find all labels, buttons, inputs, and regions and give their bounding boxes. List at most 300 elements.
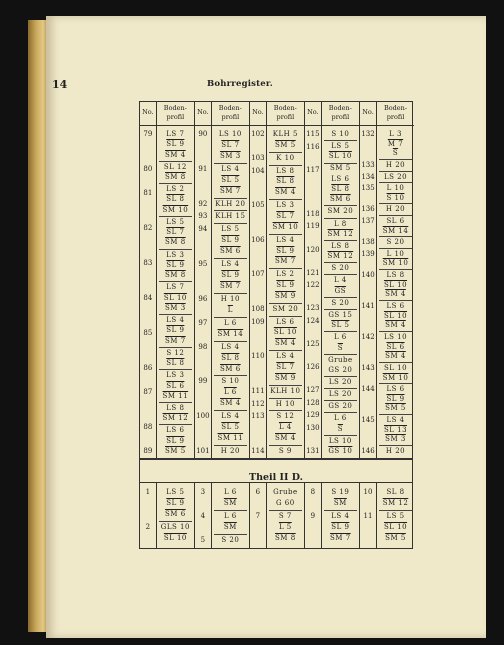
number-column: [195, 102, 212, 458]
boring-number: 123: [306, 304, 320, 313]
header-profile-line: Boden-: [328, 104, 352, 112]
soil-profile-entry: L 4: [333, 276, 347, 285]
boring-number: 122: [306, 281, 320, 290]
boring-number: 84: [143, 294, 153, 302]
register-column: [305, 102, 360, 458]
soil-profile-entry: SL 9: [166, 260, 185, 269]
boring-number: 133: [361, 160, 375, 169]
soil-profile-entry: LS 8: [166, 403, 185, 412]
profile-column: [377, 102, 414, 458]
soil-profile-entry: LS 3: [276, 201, 295, 210]
soil-profile-entry: SL 5: [221, 423, 240, 432]
soil-profile-entry: GS 20: [328, 402, 353, 411]
soil-profile-entry: SM 11: [162, 391, 189, 400]
soil-profile-entry: SM 7: [275, 257, 296, 266]
soil-profile-entry: Grube: [273, 488, 298, 496]
soil-profile-entry: GLS 10: [160, 523, 190, 531]
soil-profile-entry: LS 4: [221, 342, 240, 351]
soil-profile-entry: SL 5: [221, 175, 240, 184]
boring-number: 139: [361, 249, 375, 258]
soil-profile-entry: H 10: [220, 294, 240, 303]
book-page-edge: [28, 20, 48, 632]
soil-profile-entry: S 20: [221, 536, 240, 544]
soil-profile-entry: LS 6: [386, 385, 405, 394]
boring-number: 130: [306, 423, 320, 432]
header-profile-line: Boden-: [218, 104, 242, 112]
header-profile: [377, 102, 414, 126]
soil-profile-entry: $\overline{SM}$: [333, 499, 347, 507]
soil-profile-entry: SM 8: [165, 271, 186, 280]
soil-profile-entry: SL 9: [386, 394, 405, 403]
boring-number: 108: [251, 304, 265, 313]
soil-profile-entry: SM 4: [165, 150, 186, 159]
soil-profile-entry: LS 5: [386, 512, 405, 520]
soil-profile-entry: SM 8: [165, 173, 186, 181]
profile-column: [267, 102, 304, 458]
boring-number: 89: [143, 447, 153, 455]
number-column: [140, 102, 157, 458]
header-profile-line: profil: [166, 113, 185, 121]
boring-number: 82: [143, 224, 153, 232]
soil-profile-entry: SL 10: [383, 363, 408, 372]
boring-number: 81: [143, 189, 153, 197]
boring-number: 103: [251, 153, 265, 162]
soil-profile-entry: L 6: [223, 512, 237, 520]
soil-profile-entry: LS 6: [166, 426, 185, 435]
soil-profile-entry: LS 4: [276, 352, 295, 361]
boring-number: 9: [310, 512, 316, 520]
number-column: [250, 483, 267, 548]
soil-profile-entry: LS 10: [328, 436, 352, 445]
boring-number: 99: [198, 377, 208, 386]
soil-profile-entry: SM 4: [385, 290, 406, 299]
header-no: No.: [360, 102, 376, 126]
soil-profile-entry: LS 3: [166, 371, 185, 380]
soil-profile-entry: SL 8: [276, 177, 295, 186]
boring-number: 8: [310, 488, 316, 496]
boring-number: 121: [306, 268, 320, 277]
soil-profile-entry: S 12: [166, 348, 185, 357]
header-profile-line: Boden-: [383, 104, 408, 112]
boring-number: 116: [306, 142, 320, 151]
soil-profile-entry: SL 9: [166, 499, 185, 507]
soil-profile-entry: SL 8: [386, 488, 405, 496]
profile-column: [212, 483, 249, 548]
register-column: [140, 102, 195, 458]
boring-number: 79: [143, 130, 153, 138]
soil-profile-entry: S 7: [278, 512, 292, 520]
header-profile-line: profil: [276, 113, 295, 121]
boring-number: 3: [200, 488, 206, 496]
soil-profile-entry: LS 4: [221, 260, 240, 269]
soil-profile-entry: SL 10: [273, 328, 297, 337]
soil-profile-entry: LS 20: [328, 378, 352, 386]
soil-profile-entry: GS 10: [328, 447, 353, 455]
register-table-part-1: [139, 101, 413, 459]
boring-number: 4: [200, 512, 206, 520]
soil-profile-entry: H 20: [220, 447, 240, 455]
soil-profile-entry: H 20: [385, 205, 406, 214]
soil-profile-entry: SM 4: [220, 399, 241, 408]
soil-profile-entry: SM 4: [275, 339, 296, 348]
soil-profile-entry: L 5: [278, 523, 292, 531]
soil-profile-entry: SL 9: [221, 236, 240, 245]
boring-number: 120: [306, 245, 320, 254]
page-number: 14: [52, 78, 68, 91]
soil-profile-entry: SM 10: [382, 373, 409, 382]
soil-profile-entry: SM 5: [165, 447, 186, 455]
soil-profile-entry: SL 6: [386, 342, 405, 351]
soil-profile-entry: SL 10: [163, 293, 187, 302]
soil-profile-entry: LS 7: [166, 130, 185, 138]
soil-profile-entry: SM 7: [220, 282, 241, 291]
register-column: [195, 102, 250, 458]
boring-number: 145: [361, 416, 375, 424]
register-column: [360, 483, 414, 548]
soil-profile-entry: SL 8: [221, 353, 240, 362]
soil-profile-entry: LS 2: [166, 185, 185, 194]
soil-profile-entry: S 19: [331, 488, 350, 496]
soil-profile-entry: SM 11: [217, 434, 244, 443]
boring-number: 83: [143, 259, 153, 267]
profile-column: [157, 483, 194, 548]
soil-profile-entry: LS 10: [218, 130, 242, 138]
soil-profile-entry: S 20: [386, 238, 405, 247]
soil-profile-entry: SM 14: [382, 226, 409, 235]
register-column: [305, 483, 360, 548]
number-column: [360, 102, 377, 458]
number-column: [195, 483, 212, 548]
soil-profile-entry: GS 15: [328, 310, 353, 319]
soil-profile-entry: SL 13: [383, 425, 408, 434]
soil-profile-entry: L 4: [278, 423, 292, 432]
register-column: [250, 102, 305, 458]
soil-profile-entry: SL 9: [166, 140, 185, 149]
register-column: [250, 483, 305, 548]
soil-profile-entry: L 10: [386, 184, 405, 192]
soil-profile-entry: LS 8: [276, 166, 295, 175]
soil-profile-entry: SL 8: [166, 359, 185, 368]
boring-number: 114: [251, 447, 265, 455]
header-profile: [322, 102, 359, 126]
soil-profile-entry: $\overline{GS}$: [334, 286, 347, 295]
soil-profile-entry: LS 2: [276, 270, 295, 279]
soil-profile-entry: LS 3: [166, 250, 185, 259]
boring-number: 126: [306, 363, 320, 372]
soil-profile-entry: SL 6: [386, 216, 405, 225]
soil-profile-entry: SM 4: [385, 352, 406, 361]
boring-number: 134: [361, 172, 375, 181]
soil-profile-entry: SL 9: [331, 523, 350, 531]
soil-profile-entry: LS 7: [166, 283, 185, 292]
boring-number: 102: [251, 130, 265, 138]
soil-profile-entry: SL 9: [166, 436, 185, 445]
register-column: [195, 483, 250, 548]
boring-number: 80: [143, 165, 153, 173]
soil-profile-entry: SM 10: [162, 205, 189, 214]
soil-profile-entry: S 10: [221, 377, 240, 386]
boring-number: 106: [251, 235, 265, 244]
soil-profile-entry: S 20: [331, 298, 350, 307]
soil-profile-entry: LS 5: [166, 488, 185, 496]
soil-profile-entry: SM 3: [385, 435, 406, 444]
boring-number: 127: [306, 386, 320, 395]
soil-profile-entry: L 8: [333, 219, 347, 228]
soil-profile-entry: G 60: [275, 499, 295, 507]
soil-profile-entry: S 12: [276, 412, 295, 421]
soil-profile-entry: LS 6: [276, 317, 295, 326]
boring-number: 91: [198, 164, 208, 173]
boring-number: 115: [306, 130, 320, 138]
header-profile: [267, 102, 304, 126]
soil-profile-entry: $\overline{S}$: [392, 149, 399, 158]
soil-profile-entry: SL 9: [276, 281, 295, 290]
boring-number: 95: [198, 260, 208, 269]
boring-number: 107: [251, 270, 265, 279]
header-profile-line: profil: [386, 113, 405, 121]
soil-profile-entry: SM 3: [165, 303, 186, 312]
profile-column: [322, 483, 359, 548]
soil-profile-entry: SL 10: [383, 311, 408, 320]
boring-number: 100: [196, 412, 210, 421]
boring-number: 132: [361, 130, 375, 138]
soil-profile-entry: LS 4: [331, 512, 350, 520]
soil-profile-entry: LS 8: [386, 270, 405, 279]
soil-profile-entry: LS 6: [331, 174, 350, 183]
boring-number: 93: [198, 212, 208, 221]
soil-profile-entry: LS 8: [331, 241, 350, 250]
header-profile-line: Boden-: [163, 104, 187, 112]
soil-profile-entry: H 20: [385, 160, 406, 169]
soil-profile-entry: SM 10: [272, 222, 299, 231]
boring-number: 105: [251, 201, 265, 210]
soil-profile-entry: SM 20: [272, 304, 299, 313]
header-profile-line: profil: [221, 113, 240, 121]
soil-profile-entry: SM 20: [327, 207, 354, 216]
boring-number: 131: [306, 447, 320, 455]
soil-profile-entry: L 6: [333, 333, 347, 342]
header-no: No.: [305, 102, 321, 126]
register-table-part-2: [139, 482, 413, 549]
soil-profile-entry: SL 7: [276, 211, 295, 220]
soil-profile-entry: SM 7: [165, 336, 186, 345]
soil-profile-entry: SL 5: [331, 321, 350, 330]
soil-profile-entry: SM 6: [220, 247, 241, 256]
profile-column: [322, 102, 359, 458]
soil-profile-entry: LS 4: [276, 235, 295, 244]
boring-number: 7: [255, 512, 261, 520]
soil-profile-entry: L 6: [223, 318, 237, 327]
soil-profile-entry: SL 9: [276, 246, 295, 255]
register-column: [140, 483, 195, 548]
soil-profile-entry: LS 4: [386, 416, 405, 424]
soil-profile-entry: S 9: [278, 447, 292, 455]
boring-number: 96: [198, 294, 208, 303]
soil-profile-entry: SM 7: [330, 534, 351, 542]
boring-number: 141: [361, 301, 375, 310]
soil-profile-entry: LS 5: [331, 142, 350, 151]
profile-column: [157, 102, 194, 458]
boring-number: 113: [251, 412, 265, 421]
soil-profile-entry: SM 5: [385, 534, 406, 542]
soil-profile-entry: SL 7: [276, 363, 295, 372]
boring-number: 128: [306, 398, 320, 407]
profile-column: [377, 483, 414, 548]
boring-number: 138: [361, 238, 375, 247]
boring-number: 6: [255, 488, 261, 496]
boring-number: 11: [363, 512, 373, 520]
soil-profile-entry: $\overline{L}$: [227, 305, 233, 314]
boring-number: 140: [361, 270, 375, 279]
soil-profile-entry: SM 9: [275, 373, 296, 382]
soil-profile-entry: SM 6: [330, 195, 351, 204]
boring-number: 85: [143, 329, 153, 337]
number-column: [305, 483, 322, 548]
soil-profile-entry: SM 5: [330, 164, 351, 173]
soil-profile-entry: L 3: [389, 130, 402, 138]
soil-profile-entry: H 20: [385, 447, 406, 455]
boring-number: 111: [251, 386, 265, 395]
boring-number: 1: [145, 488, 151, 496]
soil-profile-entry: $\overline{S}$: [337, 424, 343, 433]
boring-number: 10: [363, 488, 373, 496]
boring-number: 97: [198, 318, 208, 327]
soil-profile-entry: SM 14: [217, 329, 244, 338]
soil-profile-entry: SL 7: [166, 228, 185, 237]
boring-number: 135: [361, 184, 375, 192]
soil-profile-entry: LS 4: [166, 316, 185, 325]
soil-profile-entry: L 6: [333, 414, 347, 423]
soil-profile-entry: SM 7: [220, 186, 241, 195]
soil-profile-entry: KLH 5: [272, 130, 298, 138]
boring-number: 112: [251, 399, 265, 408]
boring-number: 86: [143, 364, 153, 372]
boring-number: 2: [145, 523, 151, 531]
soil-profile-entry: SM 9: [275, 291, 296, 300]
boring-number: 136: [361, 205, 375, 214]
boring-number: 144: [361, 385, 375, 394]
soil-profile-entry: SM 4: [275, 434, 296, 443]
boring-number: 118: [306, 209, 320, 218]
header-profile: [212, 102, 249, 126]
boring-number: 94: [198, 225, 208, 234]
boring-number: 129: [306, 411, 320, 420]
boring-number: 92: [198, 199, 208, 208]
boring-number: 143: [361, 363, 375, 372]
soil-profile-entry: SM 8: [165, 238, 186, 247]
soil-profile-entry: LS 4: [221, 412, 240, 421]
soil-profile-entry: SL 10: [383, 523, 408, 531]
soil-profile-entry: GS 20: [328, 365, 353, 374]
soil-profile-entry: SM 12: [327, 252, 354, 261]
number-column: [140, 483, 157, 548]
boring-number: 98: [198, 342, 208, 351]
soil-profile-entry: SL 8: [331, 185, 350, 193]
boring-number: 104: [251, 166, 265, 175]
page-header: [52, 78, 462, 92]
soil-profile-entry: SM 6: [220, 364, 241, 373]
soil-profile-entry: LS 4: [221, 164, 240, 173]
soil-profile-entry: Grube: [328, 355, 353, 364]
soil-profile-entry: SL 8: [166, 195, 185, 204]
soil-profile-entry: SL 6: [166, 381, 185, 390]
number-column: [305, 102, 322, 458]
section-title: Theil II D.: [249, 472, 303, 483]
header-profile: [157, 102, 194, 126]
number-column: [360, 483, 377, 548]
soil-profile-entry: SM 4: [385, 321, 406, 330]
boring-number: 87: [143, 388, 153, 396]
profile-column: [267, 483, 304, 548]
soil-profile-entry: LS 20: [383, 172, 408, 181]
soil-profile-entry: SL 7: [221, 140, 240, 149]
soil-profile-entry: LS 20: [328, 390, 352, 399]
soil-profile-entry: SM 3: [220, 151, 241, 160]
soil-profile-entry: SM 4: [275, 188, 296, 197]
boring-number: 110: [251, 352, 265, 361]
header-no: No.: [140, 102, 156, 126]
soil-profile-entry: SL 10: [383, 280, 408, 289]
soil-profile-entry: SM 5: [385, 404, 406, 413]
soil-profile-entry: S 20: [331, 264, 350, 273]
soil-profile-entry: K 10: [276, 153, 295, 162]
soil-profile-entry: SM 12: [327, 229, 354, 238]
soil-profile-entry: SM 5: [275, 140, 296, 149]
soil-profile-entry: KLH 15: [215, 212, 246, 221]
soil-profile-entry: L 10: [386, 249, 405, 258]
soil-profile-entry: $\overline{SM}$: [223, 523, 237, 531]
boring-number: 5: [200, 536, 206, 544]
soil-profile-entry: SL 10: [163, 534, 187, 542]
soil-profile-entry: S 10: [331, 130, 350, 138]
soil-profile-entry: $\overline{S}$: [337, 343, 343, 352]
boring-number: 137: [361, 216, 375, 225]
soil-profile-entry: SM 12: [162, 414, 189, 423]
soil-profile-entry: SL 12: [163, 162, 187, 171]
header-no: No.: [250, 102, 266, 126]
soil-profile-entry: KLH 10: [270, 386, 301, 395]
boring-number: 90: [198, 130, 208, 138]
soil-profile-entry: SM 12: [382, 499, 409, 507]
soil-profile-entry: SL 9: [221, 271, 240, 280]
soil-profile-entry: SM 8: [275, 534, 296, 542]
profile-column: [212, 102, 249, 458]
soil-profile-entry: H 10: [275, 399, 295, 408]
boring-number: 124: [306, 316, 320, 325]
boring-number: 142: [361, 332, 375, 341]
boring-number: 117: [306, 165, 320, 174]
soil-profile-entry: LS 6: [386, 301, 405, 310]
soil-profile-entry: LS 5: [166, 217, 185, 226]
boring-number: 146: [361, 447, 375, 455]
number-column: [250, 102, 267, 458]
header-no: No.: [195, 102, 211, 126]
boring-number: 109: [251, 317, 265, 326]
soil-profile-entry: KLH 20: [215, 199, 246, 208]
soil-profile-entry: L 6: [223, 388, 237, 397]
soil-profile-entry: LS 5: [221, 225, 240, 234]
boring-number: 88: [143, 423, 153, 431]
soil-profile-entry: SM 6: [165, 510, 186, 518]
header-profile-line: Boden-: [273, 104, 297, 112]
boring-number: 101: [196, 447, 210, 455]
soil-profile-entry: M 7: [387, 139, 404, 148]
soil-profile-entry: L 6: [223, 488, 237, 496]
boring-number: 125: [306, 340, 320, 349]
soil-profile-entry: SL 10: [328, 152, 352, 161]
soil-profile-entry: S 10: [386, 193, 405, 202]
soil-profile-entry: SL 9: [166, 326, 185, 335]
